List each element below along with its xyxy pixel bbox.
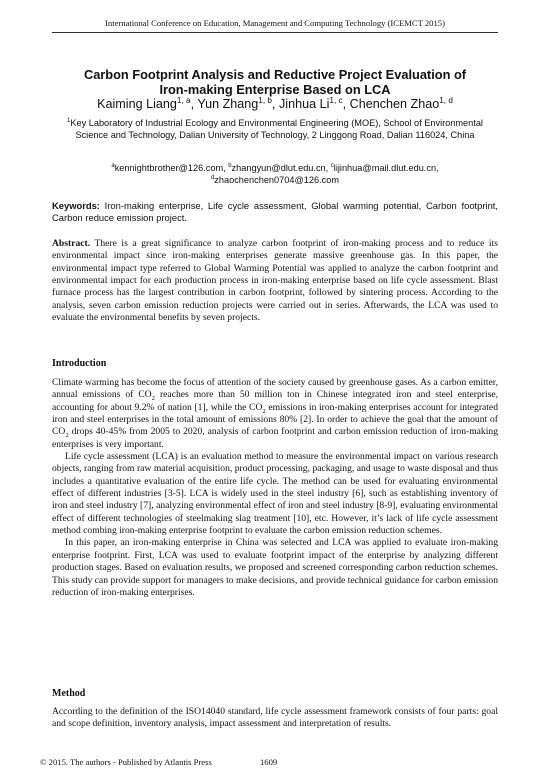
publisher-credit: © 2015. The authors - Published by Atlantis Press: [40, 757, 212, 767]
intro-paragraph-1: Climate warming has become the focus of attention of the society caused by greenhouse gases. As a carbon emitter, annual emissions of $CO_2$ reaches more than 50 million ton in Chinese integrated iron and steel enterprise, accounting for about 9.2% of nation [1], while the $CO_2$ emissions in iron-making enterprises account for integrated iron and steel enterprises in the total amount of emissions 80% [2]. In order to achieve the goal that the amount of $CO_2$ drops 40-45% from 2005 to 2020, analysis of carbon footprint and carbon emission reduction of iron-making enterprises is very important.: [52, 377, 499, 450]
affiliation-text: Key Laboratory of Industrial Ecology and Environmental Engineering (MOE), School of Environmental Science and Technology, Dalian University of Technology, 2 Linggong Road, Dalian 116024, China: [70, 118, 483, 140]
author-emails: $^a$kennightbrother@126.com, $^b$zhangyun@dlut.edu.cn, $^c$lijinhua@mail.dlut.edu.cn, $^d$zhaochenchen0704@126.com: [111, 162, 439, 185]
email-link[interactable]: zhangyun@dlut.edu.cn,: [231, 163, 329, 173]
author-name: Jinhua Li: [278, 97, 330, 111]
keywords-label: Keywords:: [52, 200, 100, 211]
author-affil-mark: 1, c: [329, 95, 343, 105]
page-number: 1609: [260, 757, 278, 767]
affiliation: [52, 118, 498, 142]
method-heading: Method: [52, 688, 86, 699]
author-affil-mark: 1, a: [176, 95, 191, 105]
author-affil-mark: 1, b: [258, 95, 272, 105]
introduction-heading: Introduction: [52, 358, 107, 369]
affiliation-mark: 1: [67, 117, 71, 124]
author-name: Yun Zhang: [197, 97, 259, 111]
abstract-text: There is a great significance to analyze carbon footprint of iron-making process and to reduce its environmental impact since iron-making enterprises generate massive greenhouse gas. In this paper, the environmental impact type referred to Global Warming Potential was applied to analyze the carbon footprint and environmental impact for each production process in iron-making enterprise based on life cycle assessment. Blast furnace process has the largest contribution in carbon footprint, followed by sintering process. According to the analysis, seven carbon emission reduction projects were carried out in series. Afterwards, the LCA was used to evaluate the environmental benefits by seven projects.: [52, 238, 498, 324]
email-link[interactable]: zhaochenchen0704@126.com: [214, 174, 340, 185]
author-name: Kaiming Liang: [97, 97, 177, 111]
keywords: [52, 200, 498, 224]
abstract-label: Abstract.: [52, 238, 91, 249]
author-affil-mark: 1, d: [439, 95, 453, 105]
email-link[interactable]: lijinhua@mail.dlut.edu.cn,: [333, 163, 439, 173]
intro-paragraph-3: In this paper, an iron-making enterprise in China was selected and LCA was applied to evaluate iron-making enterprise footprint. First, LCA was used to evaluate footprint impact of the enterprise by analyzing different production stages. Based on evaluation results, we proposed and screened corresponding carbon reduction schemes. This study can provide support for managers to make decisions, and provide technical guidance for carbon emission reduction of iron-making enterprises.: [52, 537, 498, 598]
header-divider: [52, 32, 498, 33]
conference-header: International Conference on Education, Management and Computing Technology (ICEMCT 2015): [105, 18, 445, 28]
abstract: [52, 238, 498, 324]
author-name: Chenchen Zhao: [349, 97, 440, 111]
author-list: Kaiming Liang$^{1, a}$, Yun Zhang$^{1, b}$, Jinhua Li$^{1, c}$, Chenchen Zhao$^{1, d}$: [97, 95, 453, 111]
introduction-body: [52, 377, 498, 599]
email-link[interactable]: kennightbrother@126.com,: [114, 163, 226, 173]
title-line-1: Carbon Footprint Analysis and Reductive Project Evaluation of: [83, 67, 467, 82]
paper-title: [52, 67, 498, 97]
method-body: According to the definition of the ISO14040 standard, life cycle assessment framework consists of four parts: goal and scope definition, inventory analysis, impact assessment and interpretation of results.: [52, 706, 498, 730]
title-line-2: Iron-making Enterprise Based on LCA: [159, 82, 391, 97]
intro-paragraph-2: Life cycle assessment (LCA) is an evaluation method to measure the environmental impact on various research objects, ranging from raw material acquisition, product processing, packaging, and usage to waste disposal and thus includes a quantitative evaluation of the entire life cycle. The method can be used for evaluating environmental effect of different industries [3-5]. LCA is widely used in the steel industry [6], such as establishing inventory of iron and steel industry [7], analyzing environmental effect of iron and steel industry [8-9], evaluating environmental effect of different technologies of steelmaking slag treatment [10], etc. However, it’s lack of life cycle assessment method combing iron-making enterprise footprint to evaluate the carbon emission reduction schemes.: [52, 451, 498, 537]
keywords-text: Iron-making enterprise, Life cycle assessment, Global warming potential, Carbon footprint, Carbon reduce emission project.: [52, 200, 498, 223]
